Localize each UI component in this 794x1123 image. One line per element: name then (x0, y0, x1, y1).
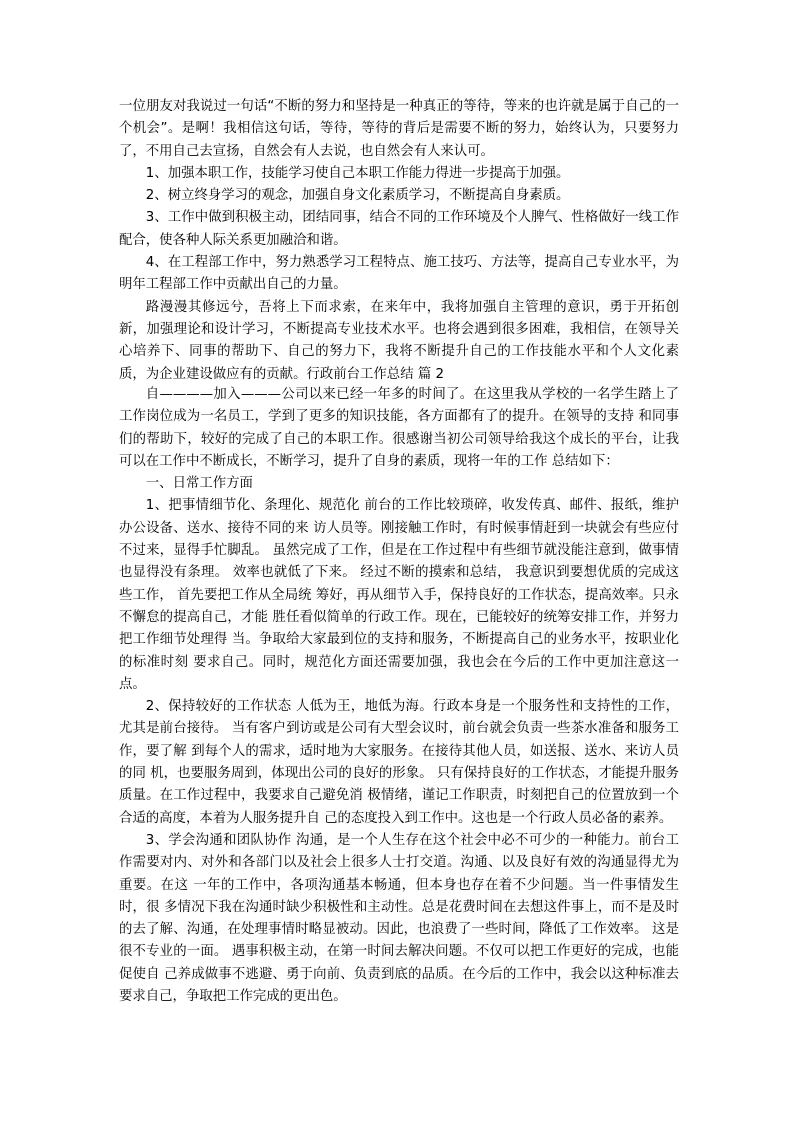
body-paragraph: 2、保持较好的工作状态 人低为王，地低为海。行政本身是一个服务性和支持性的工作，尤其是前台接待。 当有客户到访或是公司有大型会议时，前台就会负责一些茶水准备和服务工作，要了解 到每个人的需求，适时地为大家服务。在接待其他人员，如送报、送水、来访人员的同 机，也要服务周到，体现出公司的良好的形象。 只有保持良好的工作状态，才能提升服务质量。在工作过程中，我要求自己避免消 极情绪，谨记工作职责，时刻把自己的位置放到一个合适的高度，本着为人服务提升自 己的态度投入到工作中。这也是一个行政人员必备的素养。 (119, 699, 679, 826)
body-paragraph: 路漫漫其修远兮，吾将上下而求索，在来年中，我将加强自主管理的意识，勇于开拓创新，加强理论和设计学习，不断提高专业技术水平。也将会遇到很多困难，我相信，在领导关心培养下、同事的帮助下、自己的努力下，我将不断提升自己的工作技能水平和个人文化素质，为企业建设做应有的贡献。行政前台工作总结 篇 2 (119, 299, 679, 382)
list-item: 1、加强本职工作，技能学习使自己本职工作能力得进一步提高于加强。 (145, 165, 570, 181)
section-heading: 一、日常工作方面 (145, 476, 253, 492)
body-paragraph: 自————加入———公司以来已经一年多的时间了。在这里我从学校的一名学生踏上了 工作岗位成为一名员工，学到了更多的知识技能，各方面都有了的提升。在领导的支持 和同事们的帮助下，较好的完成了自己的本职工作。很感谢当初公司领导给我这个成长的平台，让我可以在工作中不断成长，不断学习，提升了自身的素质，现将一年的工作 总结如下： (119, 387, 679, 469)
body-paragraph: 一位朋友对我说过一句话“不断的努力和坚持是一种真正的等待，等来的也许就是属于自己的一个机会”。是啊！我相信这句话，等待，等待的背后是需要不断的努力，始终认为，只要努力了，不用自己去宣扬，自然会有人去说，也自然会有人来认可。 (119, 99, 679, 159)
body-paragraph: 3、学会沟通和团队协作 沟通，是一个人生存在这个社会中必不可少的一种能力。前台工作需要对内、对外和各部门以及社会上很多人士打交道。沟通、以及良好有效的沟通显得尤为重要。在这 一年的工作中，各项沟通基本畅通，但本身也存在着不少问题。当一件事情发生时，很 多情况下我在沟通时缺少积极性和主动性。总是花费时间在去想这件事上，而不是及时 的去了解、沟通，在处理事情时略显被动。因此，也浪费了一些时间，降低了工作效率。 这是很不专业的一面。 遇事积极主动，在第一时间去解决问题。不仅可以把工作更好的完成，也能促使自 己养成做事不逃避、勇于向前、负责到底的品质。在今后的工作中，我会以这种标准去 要求自己，争取把工作完成的更出色。 (119, 832, 679, 1005)
list-item: 3、工作中做到积极主动，团结同事，结合不同的工作环境及个人脾气、性格做好一线工作配合，使各种人际关系更加融洽和谐。 (119, 210, 679, 248)
document-page (119, 96, 679, 386)
list-item: 4、在工程部工作中，努力熟悉学习工程特点、施工技巧、方法等，提高自己专业水平，为明年工程部工作中贡献出自己的力量。 (119, 255, 679, 293)
list-item: 2、树立终身学习的观念，加强自身文化素质学习，不断提高自身素质。 (145, 188, 570, 204)
document-section-2 (119, 384, 679, 1008)
body-paragraph: 1、把事情细节化、条理化、规范化 前台的工作比较琐碎，收发传真、邮件、报纸，维护办公设备、送水、接待不同的来 访人员等。刚接触工作时，有时候事情赶到一块就会有些应付不过来，显得手忙脚乱。 虽然完成了工作，但是在工作过程中有些细节就没能注意到，做事情也显得没有条理。 效率也就低了下来。 经过不断的摸索和总结， 我意识到要想优质的完成这些工作， 首先要把工作从全局统 筹好，再从细节入手，保持良好的工作状态，提高效率。只永不懈怠的提高自己，才能 胜任看似简单的行政工作。现在，已能较好的统筹安排工作，并努力把工作细节处理得 当。争取给大家最到位的支持和服务，不断提高自己的业务水平，按职业化的标准时刻 要求自己。同时，规范化方面还需要加强，我也会在今后的工作中更加注意这一点。 (119, 498, 679, 692)
